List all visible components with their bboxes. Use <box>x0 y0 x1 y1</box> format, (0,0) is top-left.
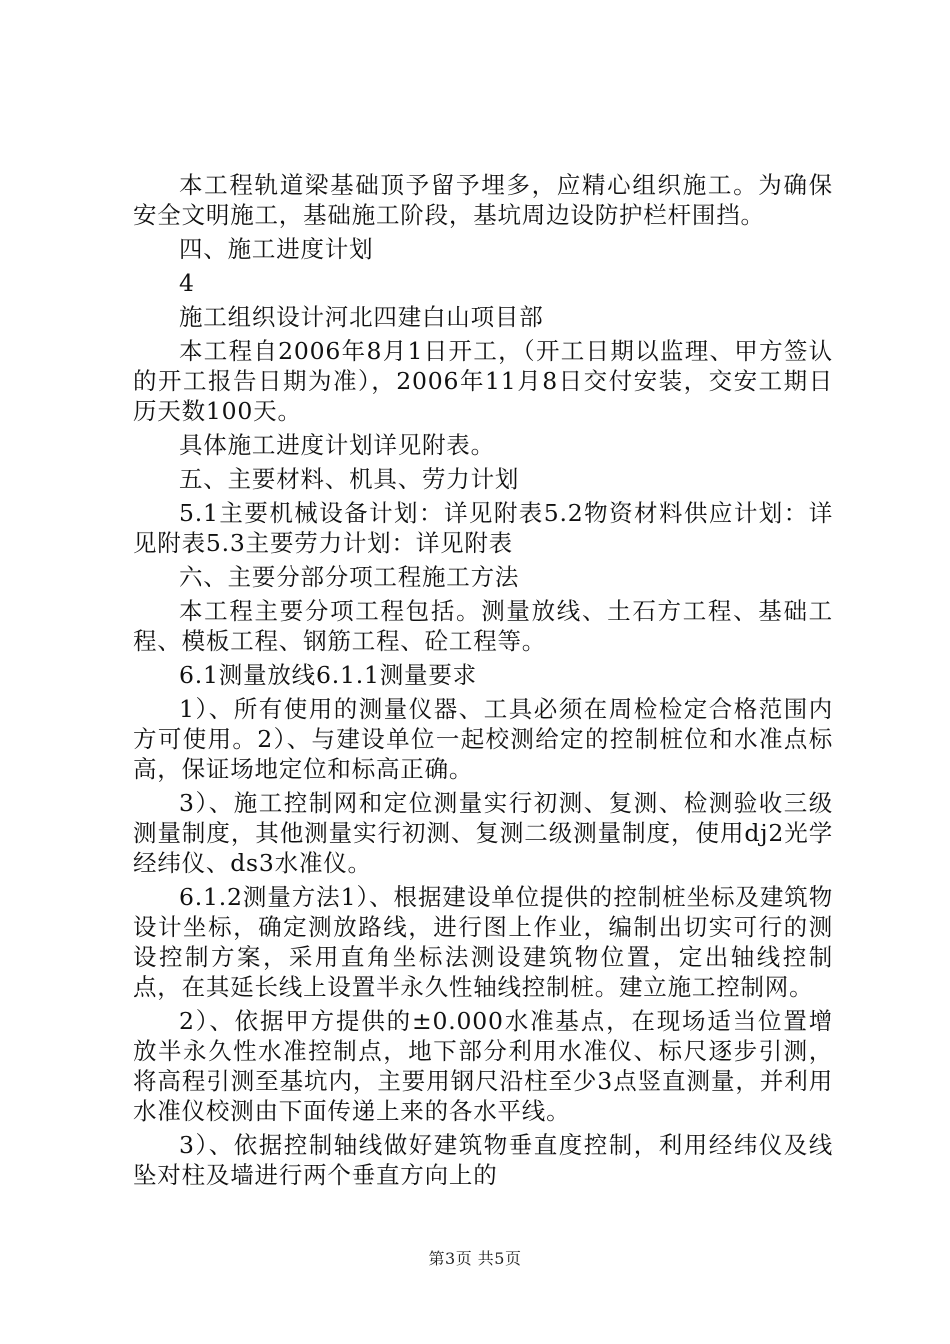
document-body <box>133 170 833 1190</box>
paragraph: 1）、所有使用的测量仪器、工具必须在周检检定合格范围内方可使用。2）、与建设单位一起校测给定的控制桩位和水准点标高，保证场地定位和标高正确。 <box>133 695 833 783</box>
section-heading: 六、主要分部分项工程施工方法 <box>179 563 520 591</box>
paragraph: 本工程主要分项工程包括。测量放线、土石方工程、基础工程、模板工程、钢筋工程、砼工程等。 <box>133 597 833 655</box>
paragraph: 6.1.2测量方法1）、根据建设单位提供的控制桩坐标及建筑物设计坐标，确定测放路线，进行图上作业，编制出切实可行的测设控制方案，采用直角坐标法测设建筑物位置，定出轴线控制点，在其延长线上设置半永久性轴线控制桩。建立施工控制网。 <box>133 883 833 1001</box>
paragraph: 本工程自2006年8月1日开工，（开工日期以监理、甲方签认的开工报告日期为准），2006年11月8日交付安装，交安工期日历天数100天。 <box>133 337 833 425</box>
page-footer: 第3页 共5页 <box>428 1249 522 1268</box>
paragraph: 3）、施工控制网和定位测量实行初测、复测、检测验收三级测量制度，其他测量实行初测、复测二级测量制度，使用dj2光学经纬仪、ds3水准仪。 <box>133 789 833 877</box>
paragraph: 具体施工进度计划详见附表。 <box>179 431 495 459</box>
section-heading: 四、施工进度计划 <box>179 235 374 263</box>
paragraph: 5.1主要机械设备计划：详见附表5.2物资材料供应计划：详见附表5.3主要劳力计划：详见附表 <box>133 499 833 557</box>
paragraph: 本工程轨道梁基础顶予留予埋多，应精心组织施工。为确保安全文明施工，基础施工阶段，基坑周边设防护栏杆围挡。 <box>133 171 833 229</box>
paragraph: 3）、依据控制轴线做好建筑物垂直度控制，利用经纬仪及线坠对柱及墙进行两个垂直方向上的 <box>133 1131 833 1189</box>
subsection-heading: 6.1测量放线6.1.1测量要求 <box>179 661 477 689</box>
section-heading: 五、主要材料、机具、劳力计划 <box>179 465 520 493</box>
running-header-text: 施工组织设计河北四建白山项目部 <box>179 303 544 331</box>
page-number-text: 4 <box>179 269 195 297</box>
paragraph: 2）、依据甲方提供的±0.000水准基点，在现场适当位置增放半永久性水准控制点，地下部分利用水准仪、标尺逐步引测，将高程引测至基坑内，主要用钢尺沿柱至少3点竖直测量，并利用水准仪校测由下面传递上来的各水平线。 <box>133 1007 833 1125</box>
